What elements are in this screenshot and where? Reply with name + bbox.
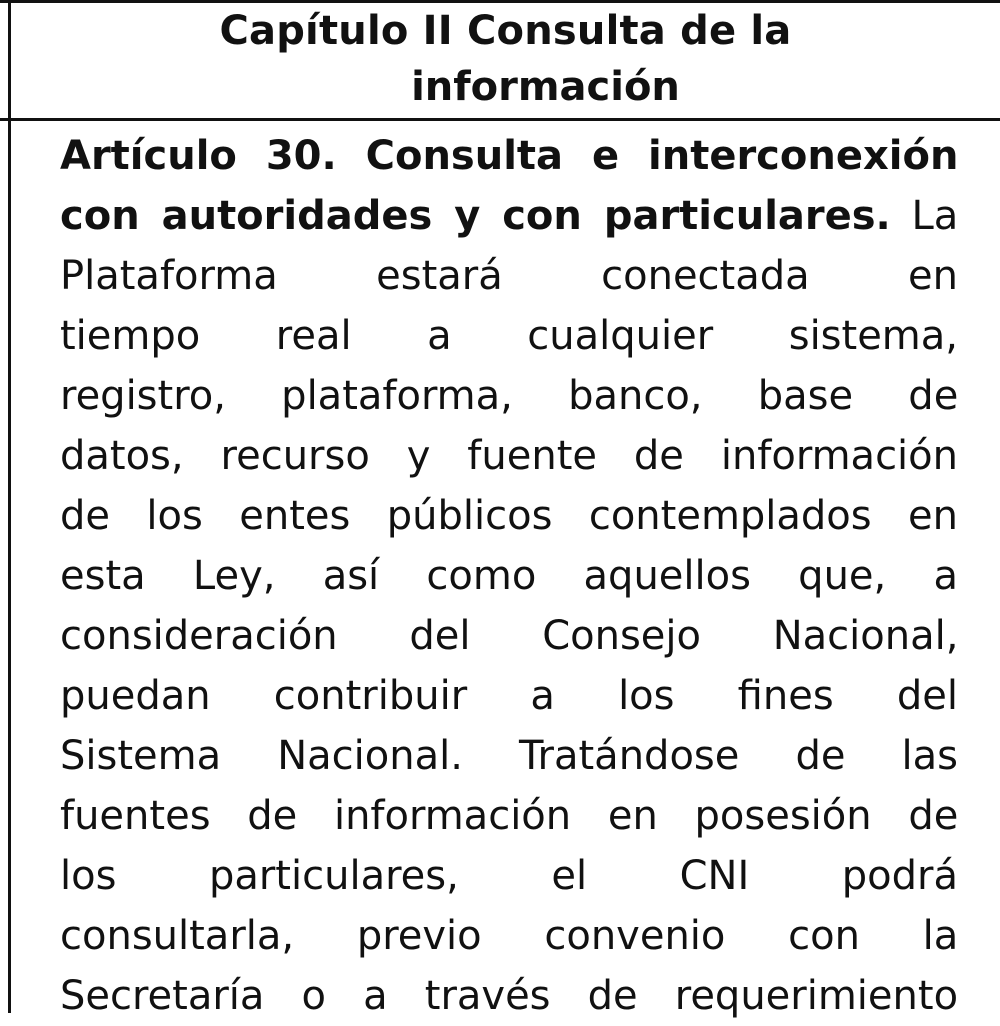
- article-line: [60, 966, 958, 1026]
- article-text-part: Plataforma estará conectada en: [60, 253, 958, 299]
- article-line: [60, 666, 958, 726]
- article-heading-part: Artículo 30. Consulta e interconexión: [60, 133, 959, 179]
- article-text-part: tiempo real a cualquier sistema,: [60, 313, 958, 359]
- article-text-part: esta Ley, así como aquellos que, a: [60, 553, 958, 599]
- article-text-part: datos, recurso y fuente de información: [60, 433, 958, 479]
- article-line: [60, 246, 958, 306]
- article-line: [60, 426, 958, 486]
- article-line: [60, 606, 958, 666]
- article-text-part: La: [890, 193, 959, 239]
- table-left-border: [8, 0, 11, 1013]
- article-line: [60, 726, 958, 786]
- article-text-part: registro, plataforma, banco, base de: [60, 373, 959, 419]
- article-text-part: consideración del Consejo Nacional,: [60, 613, 959, 659]
- article-line: [60, 126, 958, 186]
- article-line: [60, 546, 958, 606]
- chapter-heading: [11, 3, 1000, 118]
- article-line: [60, 906, 958, 966]
- article-text-part: consultarla, previo convenio con la: [60, 913, 959, 959]
- article-text-part: de los entes públicos contemplados en: [60, 493, 958, 539]
- article-text-part: Secretaría o a través de requerimiento: [60, 973, 959, 1019]
- article-text-part: puedan contribuir a los fines del: [60, 673, 958, 719]
- article-line: [60, 366, 958, 426]
- chapter-title-line-1: Capítulo II Consulta de la: [219, 8, 792, 54]
- article-text-part: Sistema Nacional. Tratándose de las: [60, 733, 958, 779]
- chapter-title-line-2: información: [411, 64, 680, 110]
- article-line: [60, 846, 958, 906]
- table-row-divider: [0, 118, 1000, 121]
- article-line: [60, 186, 958, 246]
- article-line: [60, 486, 958, 546]
- article-text-part: fuentes de información en posesión de: [60, 793, 959, 839]
- article-line: [60, 786, 958, 846]
- article-line: [60, 306, 958, 366]
- article-heading-part: con autoridades y con particulares.: [60, 193, 891, 239]
- article-text-part: los particulares, el CNI podrá: [60, 853, 958, 899]
- article-30-body: [60, 126, 958, 1026]
